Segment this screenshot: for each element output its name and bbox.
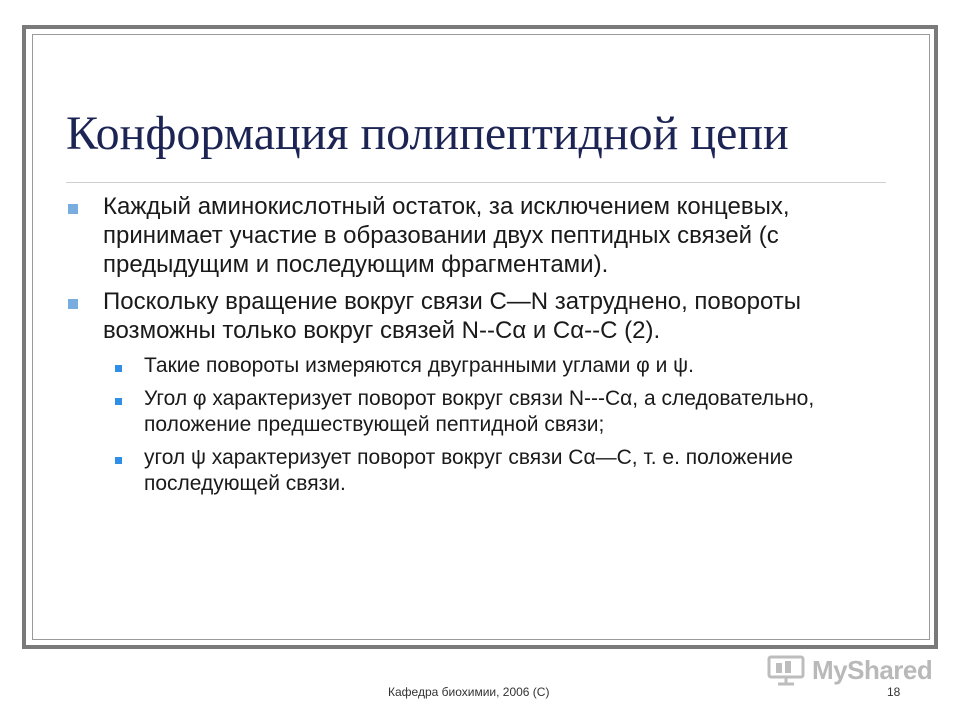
sub-bullet-text: угол ψ характеризует поворот вокруг связи Cα—C, т. е. положение последующей связи. <box>144 446 794 495</box>
bullet-item <box>66 287 896 345</box>
sub-bullet-item <box>66 445 896 497</box>
title-divider <box>66 182 886 183</box>
bullet-item <box>66 192 896 279</box>
page-number: 18 <box>887 685 901 699</box>
square-bullet-icon <box>115 365 122 372</box>
square-bullet-icon <box>68 204 78 214</box>
myshared-watermark <box>766 654 932 686</box>
sub-bullet-text: Такие повороты измеряются двугранными углами φ и ψ. <box>144 354 694 377</box>
slide-content <box>66 192 896 504</box>
square-bullet-icon <box>115 398 122 405</box>
presentation-board-icon <box>766 654 806 686</box>
sub-bullet-item <box>66 353 896 379</box>
sub-bullet-item <box>66 386 896 438</box>
square-bullet-icon <box>115 457 122 464</box>
watermark-text: MyShared <box>812 654 933 685</box>
sub-bullet-text: Угол φ характеризует поворот вокруг связи N---Cα, а следовательно, положение предшествующей пептидной связи; <box>144 387 815 436</box>
slide-title: Конформация полипептидной цепи <box>66 107 789 160</box>
bullet-text: Каждый аминокислотный остаток, за исключением концевых, принимает участие в образовании двух пептидных связей (с предыдущим и последующим фрагментами). <box>103 193 790 278</box>
footer-text: Кафедра биохимии, 2006 (С) <box>388 685 550 699</box>
bullet-text: Поскольку вращение вокруг связи C—N затруднено, повороты возможны только вокруг связей N--Cα и Cα--C (2). <box>103 288 802 344</box>
square-bullet-icon <box>68 299 78 309</box>
